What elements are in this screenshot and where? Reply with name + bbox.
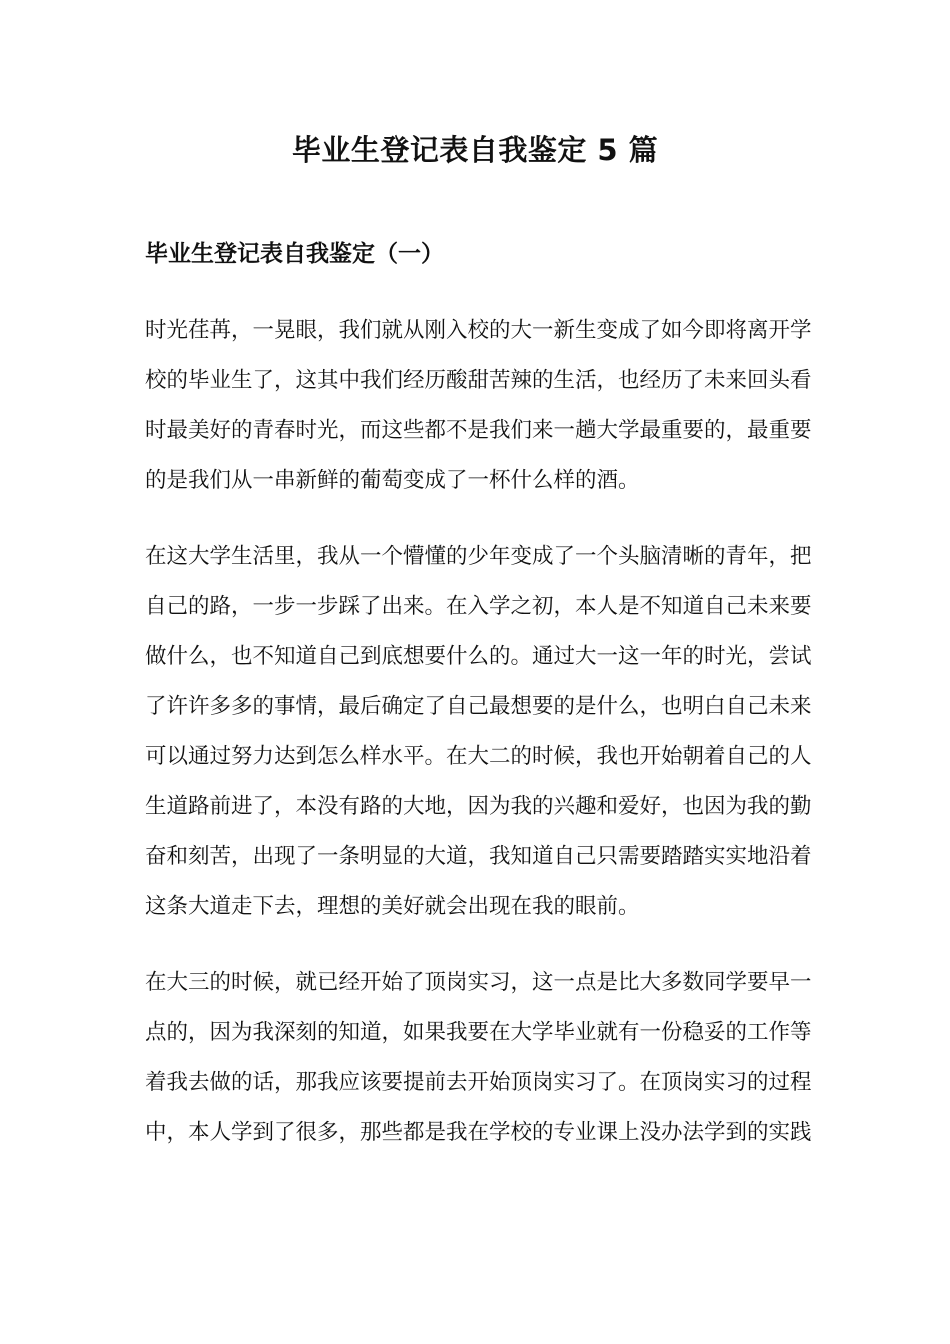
paragraph-line: 了许许多多的事情，最后确定了自己最想要的是什么，也明白自己未来 (145, 694, 812, 719)
paragraph-line: 做什么，也不知道自己到底想要什么的。通过大一这一年的时光，尝试 (145, 644, 812, 669)
paragraph-line: 在大三的时候，就已经开始了顶岗实习，这一点是比大多数同学要早一 (145, 970, 812, 995)
paragraph-line: 可以通过努力达到怎么样水平。在大二的时候，我也开始朝着自己的人 (145, 744, 812, 769)
paragraph-line: 自己的路，一步一步踩了出来。在入学之初，本人是不知道自己未来要 (145, 594, 812, 619)
paragraph-line: 在这大学生活里，我从一个懵懂的少年变成了一个头脑清晰的青年，把 (145, 544, 812, 569)
paragraph-line: 奋和刻苦，出现了一条明显的大道，我知道自己只需要踏踏实实地沿着 (145, 844, 812, 869)
paragraph-line: 生道路前进了，本没有路的大地，因为我的兴趣和爱好，也因为我的勤 (145, 794, 812, 819)
paragraph-line: 点的，因为我深刻的知道，如果我要在大学毕业就有一份稳妥的工作等 (145, 1020, 812, 1045)
paragraph-line: 着我去做的话，那我应该要提前去开始顶岗实习了。在顶岗实习的过程 (145, 1070, 812, 1095)
document-title: 毕业生登记表自我鉴定 5 篇 (291, 133, 659, 167)
section-heading: 毕业生登记表自我鉴定（一） (145, 241, 444, 267)
paragraph-line: 中，本人学到了很多，那些都是我在学校的专业课上没办法学到的实践 (145, 1120, 812, 1145)
paragraph-line: 的是我们从一串新鲜的葡萄变成了一杯什么样的酒。 (145, 468, 640, 493)
paragraph-line: 这条大道走下去，理想的美好就会出现在我的眼前。 (145, 894, 640, 919)
paragraph-line: 校的毕业生了，这其中我们经历酸甜苦辣的生活，也经历了未来回头看 (145, 368, 812, 393)
paragraph-line: 时最美好的青春时光，而这些都不是我们来一趟大学最重要的，最重要 (145, 418, 812, 443)
paragraph-line: 时光荏苒，一晃眼，我们就从刚入校的大一新生变成了如今即将离开学 (145, 318, 812, 343)
